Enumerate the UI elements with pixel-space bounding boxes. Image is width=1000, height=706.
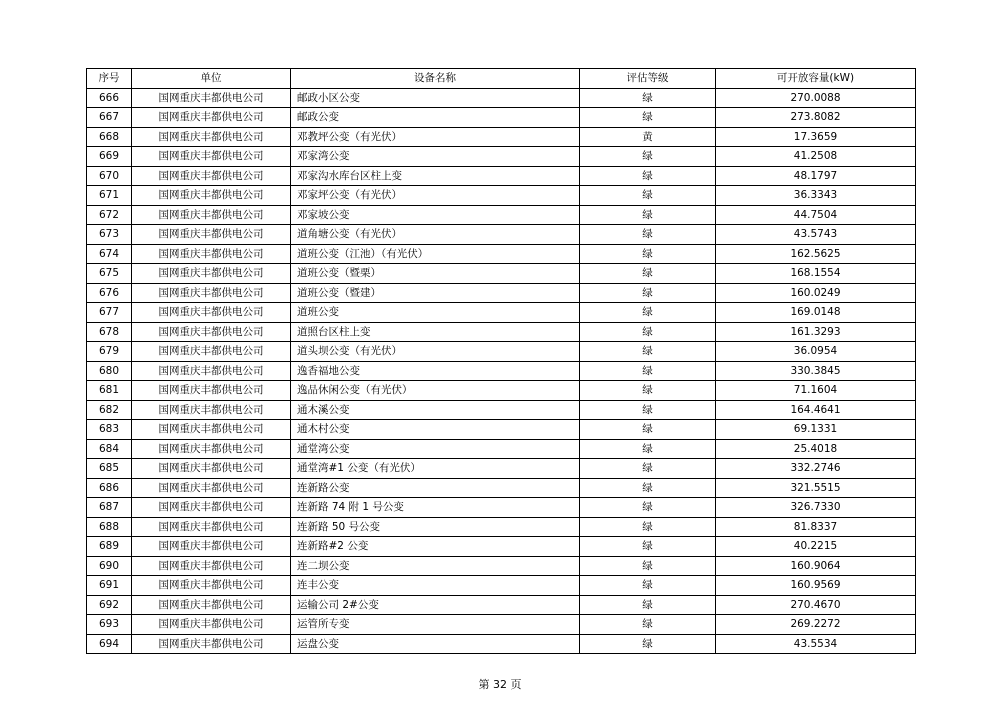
cell-rating: 绿	[580, 283, 716, 303]
cell-unit: 国网重庆丰都供电公司	[132, 108, 291, 128]
cell-unit: 国网重庆丰都供电公司	[132, 381, 291, 401]
cell-capacity: 41.2508	[716, 147, 916, 167]
cell-rating: 绿	[580, 634, 716, 654]
cell-device-name: 邮政公变	[291, 108, 580, 128]
cell-index: 666	[87, 88, 132, 108]
cell-rating: 绿	[580, 225, 716, 245]
cell-device-name: 连丰公变	[291, 576, 580, 596]
table-row	[87, 498, 916, 518]
cell-device-name: 连新路 74 附 1 号公变	[291, 498, 580, 518]
cell-index: 684	[87, 439, 132, 459]
cell-capacity: 36.0954	[716, 342, 916, 362]
cell-rating: 绿	[580, 615, 716, 635]
cell-rating: 绿	[580, 205, 716, 225]
table-row	[87, 264, 916, 284]
table-row	[87, 615, 916, 635]
cell-unit: 国网重庆丰都供电公司	[132, 576, 291, 596]
table-row	[87, 576, 916, 596]
cell-rating: 绿	[580, 576, 716, 596]
cell-rating: 绿	[580, 88, 716, 108]
cell-device-name: 连新路#2 公变	[291, 537, 580, 557]
cell-unit: 国网重庆丰都供电公司	[132, 361, 291, 381]
header-index: 序号	[87, 69, 132, 89]
cell-capacity: 326.7330	[716, 498, 916, 518]
cell-unit: 国网重庆丰都供电公司	[132, 205, 291, 225]
cell-rating: 绿	[580, 166, 716, 186]
cell-capacity: 330.3845	[716, 361, 916, 381]
cell-unit: 国网重庆丰都供电公司	[132, 264, 291, 284]
cell-capacity: 81.8337	[716, 517, 916, 537]
table-row	[87, 108, 916, 128]
cell-capacity: 161.3293	[716, 322, 916, 342]
cell-index: 668	[87, 127, 132, 147]
cell-index: 683	[87, 420, 132, 440]
table-row	[87, 420, 916, 440]
cell-device-name: 道班公变（江池）（有光伏）	[291, 244, 580, 264]
cell-device-name: 通堂湾#1 公变（有光伏）	[291, 459, 580, 479]
capacity-table-container	[86, 68, 915, 654]
cell-capacity: 160.0249	[716, 283, 916, 303]
table-row	[87, 225, 916, 245]
cell-rating: 绿	[580, 361, 716, 381]
cell-device-name: 邓家沟水库台区柱上变	[291, 166, 580, 186]
cell-device-name: 道班公变（暨栗）	[291, 264, 580, 284]
cell-unit: 国网重庆丰都供电公司	[132, 556, 291, 576]
cell-unit: 国网重庆丰都供电公司	[132, 400, 291, 420]
cell-unit: 国网重庆丰都供电公司	[132, 537, 291, 557]
cell-index: 692	[87, 595, 132, 615]
cell-device-name: 运盘公变	[291, 634, 580, 654]
cell-index: 671	[87, 186, 132, 206]
header-unit: 单位	[132, 69, 291, 89]
cell-device-name: 邓家湾公变	[291, 147, 580, 167]
cell-capacity: 43.5743	[716, 225, 916, 245]
cell-rating: 绿	[580, 400, 716, 420]
cell-index: 688	[87, 517, 132, 537]
table-row	[87, 400, 916, 420]
cell-capacity: 17.3659	[716, 127, 916, 147]
cell-index: 687	[87, 498, 132, 518]
cell-unit: 国网重庆丰都供电公司	[132, 420, 291, 440]
cell-device-name: 连新路公变	[291, 478, 580, 498]
cell-capacity: 168.1554	[716, 264, 916, 284]
cell-index: 690	[87, 556, 132, 576]
cell-unit: 国网重庆丰都供电公司	[132, 88, 291, 108]
table-row	[87, 186, 916, 206]
table-row	[87, 517, 916, 537]
cell-unit: 国网重庆丰都供电公司	[132, 166, 291, 186]
table-row	[87, 205, 916, 225]
cell-rating: 绿	[580, 342, 716, 362]
table-row	[87, 634, 916, 654]
cell-index: 670	[87, 166, 132, 186]
cell-device-name: 道角塘公变（有光伏）	[291, 225, 580, 245]
cell-index: 685	[87, 459, 132, 479]
table-row	[87, 361, 916, 381]
cell-index: 669	[87, 147, 132, 167]
cell-capacity: 160.9064	[716, 556, 916, 576]
table-row	[87, 283, 916, 303]
cell-index: 679	[87, 342, 132, 362]
cell-capacity: 269.2272	[716, 615, 916, 635]
cell-capacity: 43.5534	[716, 634, 916, 654]
cell-capacity: 162.5625	[716, 244, 916, 264]
header-device-name: 设备名称	[291, 69, 580, 89]
cell-device-name: 道班公变（暨建）	[291, 283, 580, 303]
cell-unit: 国网重庆丰都供电公司	[132, 615, 291, 635]
table-row	[87, 381, 916, 401]
cell-capacity: 40.2215	[716, 537, 916, 557]
cell-capacity: 48.1797	[716, 166, 916, 186]
cell-index: 691	[87, 576, 132, 596]
cell-capacity: 273.8082	[716, 108, 916, 128]
cell-unit: 国网重庆丰都供电公司	[132, 225, 291, 245]
cell-index: 674	[87, 244, 132, 264]
table-row	[87, 342, 916, 362]
cell-index: 673	[87, 225, 132, 245]
cell-rating: 绿	[580, 420, 716, 440]
cell-unit: 国网重庆丰都供电公司	[132, 244, 291, 264]
cell-unit: 国网重庆丰都供电公司	[132, 127, 291, 147]
table-row	[87, 556, 916, 576]
cell-capacity: 69.1331	[716, 420, 916, 440]
cell-index: 694	[87, 634, 132, 654]
table-header-row	[87, 69, 916, 89]
cell-device-name: 邓家坡公变	[291, 205, 580, 225]
cell-device-name: 道照台区柱上变	[291, 322, 580, 342]
cell-rating: 绿	[580, 517, 716, 537]
cell-unit: 国网重庆丰都供电公司	[132, 498, 291, 518]
cell-device-name: 邓教坪公变（有光伏）	[291, 127, 580, 147]
cell-rating: 绿	[580, 537, 716, 557]
table-row	[87, 147, 916, 167]
cell-index: 677	[87, 303, 132, 323]
cell-index: 682	[87, 400, 132, 420]
cell-index: 675	[87, 264, 132, 284]
cell-index: 672	[87, 205, 132, 225]
header-capacity: 可开放容量(kW)	[716, 69, 916, 89]
cell-capacity: 270.4670	[716, 595, 916, 615]
cell-device-name: 连新路 50 号公变	[291, 517, 580, 537]
cell-rating: 绿	[580, 498, 716, 518]
cell-index: 689	[87, 537, 132, 557]
cell-rating: 绿	[580, 186, 716, 206]
cell-rating: 黄	[580, 127, 716, 147]
cell-capacity: 36.3343	[716, 186, 916, 206]
cell-rating: 绿	[580, 108, 716, 128]
cell-unit: 国网重庆丰都供电公司	[132, 478, 291, 498]
table-row	[87, 303, 916, 323]
cell-index: 693	[87, 615, 132, 635]
cell-rating: 绿	[580, 264, 716, 284]
cell-device-name: 逸香福地公变	[291, 361, 580, 381]
table-row	[87, 127, 916, 147]
cell-unit: 国网重庆丰都供电公司	[132, 147, 291, 167]
cell-capacity: 321.5515	[716, 478, 916, 498]
cell-device-name: 邓家坪公变（有光伏）	[291, 186, 580, 206]
cell-rating: 绿	[580, 244, 716, 264]
cell-capacity: 169.0148	[716, 303, 916, 323]
cell-device-name: 通木村公变	[291, 420, 580, 440]
cell-capacity: 44.7504	[716, 205, 916, 225]
header-rating: 评估等级	[580, 69, 716, 89]
cell-rating: 绿	[580, 478, 716, 498]
cell-capacity: 332.2746	[716, 459, 916, 479]
cell-index: 676	[87, 283, 132, 303]
cell-device-name: 邮政小区公变	[291, 88, 580, 108]
cell-unit: 国网重庆丰都供电公司	[132, 439, 291, 459]
table-row	[87, 595, 916, 615]
cell-capacity: 164.4641	[716, 400, 916, 420]
cell-index: 686	[87, 478, 132, 498]
table-row	[87, 166, 916, 186]
page-number: 第 32 页	[478, 678, 522, 691]
cell-unit: 国网重庆丰都供电公司	[132, 303, 291, 323]
cell-index: 678	[87, 322, 132, 342]
cell-rating: 绿	[580, 381, 716, 401]
cell-rating: 绿	[580, 147, 716, 167]
cell-capacity: 71.1604	[716, 381, 916, 401]
cell-index: 681	[87, 381, 132, 401]
cell-rating: 绿	[580, 556, 716, 576]
capacity-table	[86, 68, 916, 654]
cell-device-name: 道头坝公变（有光伏）	[291, 342, 580, 362]
table-row	[87, 439, 916, 459]
cell-device-name: 连二坝公变	[291, 556, 580, 576]
cell-rating: 绿	[580, 439, 716, 459]
cell-unit: 国网重庆丰都供电公司	[132, 283, 291, 303]
cell-capacity: 270.0088	[716, 88, 916, 108]
table-row	[87, 322, 916, 342]
cell-device-name: 通堂湾公变	[291, 439, 580, 459]
cell-device-name: 通木溪公变	[291, 400, 580, 420]
cell-capacity: 160.9569	[716, 576, 916, 596]
cell-unit: 国网重庆丰都供电公司	[132, 517, 291, 537]
table-row	[87, 478, 916, 498]
cell-rating: 绿	[580, 322, 716, 342]
cell-unit: 国网重庆丰都供电公司	[132, 459, 291, 479]
table-row	[87, 88, 916, 108]
cell-unit: 国网重庆丰都供电公司	[132, 186, 291, 206]
cell-device-name: 运输公司 2#公变	[291, 595, 580, 615]
cell-device-name: 道班公变	[291, 303, 580, 323]
cell-device-name: 运管所专变	[291, 615, 580, 635]
cell-rating: 绿	[580, 595, 716, 615]
cell-device-name: 逸品休闲公变（有光伏）	[291, 381, 580, 401]
cell-capacity: 25.4018	[716, 439, 916, 459]
cell-index: 680	[87, 361, 132, 381]
cell-unit: 国网重庆丰都供电公司	[132, 634, 291, 654]
table-row	[87, 537, 916, 557]
table-row	[87, 244, 916, 264]
cell-unit: 国网重庆丰都供电公司	[132, 322, 291, 342]
cell-rating: 绿	[580, 459, 716, 479]
cell-unit: 国网重庆丰都供电公司	[132, 595, 291, 615]
cell-unit: 国网重庆丰都供电公司	[132, 342, 291, 362]
cell-index: 667	[87, 108, 132, 128]
table-row	[87, 459, 916, 479]
cell-rating: 绿	[580, 303, 716, 323]
